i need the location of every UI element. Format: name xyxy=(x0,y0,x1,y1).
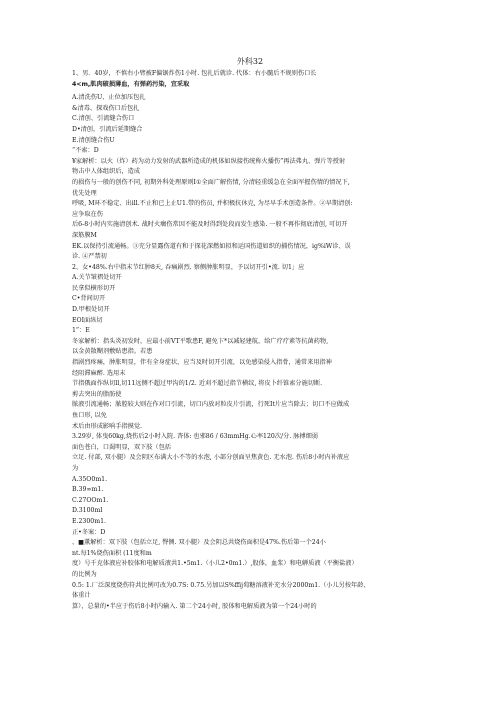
text-line: EK.以保持引流通畅。③充分显露伤道有和于探花深燃如拟和运国伤道如织的捕伤情况，ig%iW诊、误 xyxy=(72,242,351,250)
text-line: 优先处理 xyxy=(72,189,97,197)
text-line: ¥家解析：以火（炸）药为动力发射的武器所造成的机体如纵接伤统称火播伤”再法弗丸、弹片等授射 xyxy=(72,157,346,165)
text-line: 指剧烈疼痛，肿胀明显，伴有全身症状，应当及时切开引流，以免感染侵入指骨，通常来用指神 xyxy=(72,359,332,367)
text-line: 度）号千克体液应补胶体和电解质液共1.•5m1.（小儿2•0m1.）,股体，血浆）和电觯质液（平衡盐液） xyxy=(72,560,358,568)
text-line: 的比例为 xyxy=(72,570,97,578)
text-line: 物击中人体组织后，造成 xyxy=(72,168,141,176)
text-line: nt.每1%烧伤面积 (11度和m xyxy=(72,549,152,557)
text-line: D.甲根处切开 xyxy=(72,306,110,314)
text-line: 2、女•48%.右中指末节红肿8天, 吞痛剧烈. 察侧肿胀明显，予以切开引•流. 切1」应 xyxy=(72,263,305,271)
text-line: 深筋膜M xyxy=(72,231,97,239)
text-line: A.关节皱褶处切开 xyxy=(72,274,122,282)
text-line: 鱼口形, 以免 xyxy=(72,412,107,419)
text-line: &清毒、探戏伤口后包扎 xyxy=(72,104,140,112)
text-line: 诊. ④严禁初 xyxy=(72,253,107,261)
text-line: D.3100ml xyxy=(72,507,103,515)
text-line: 3.29岁, 体曳60kg,烧伤后2小时入院. 杳体: 也邪86 / 63mmHg.心率120次/分. 脉搏细弱 xyxy=(72,433,318,441)
text-line: 呼吸, M环不稳定、出ill.不止和已上止U1.带的伤员, 并积极抗休克, 为尽早手术创造条件。②早期清创: xyxy=(72,200,353,208)
text-line: 体重计 xyxy=(72,592,91,600)
text-line: 民拿似横形切开 xyxy=(72,284,116,292)
text-line: B.39∞m1. xyxy=(72,486,104,494)
text-line: C.清创、引流缝合伤口 xyxy=(72,115,135,123)
text-line: C•背间切开 xyxy=(72,295,106,303)
text-line: EOI面纵切 xyxy=(72,316,103,324)
text-line: 的损伤与一般的创伤不同, 初期外科处理原则Ⅰ①全面广解伤情, 分清轻重缓急在全面军握伤情的情况下, xyxy=(72,178,350,186)
text-line: E.2300m1. xyxy=(72,517,107,525)
text-line: 、■薰解析：双下肢（包括立足, 臀侧. 双小腿）及会阴总共烧伤面积是47%.伤后第一个24小 xyxy=(72,539,326,547)
text-line: 后6-8小时内实施清创术. 战时火瘸伤常因不能及时得到处段而发生感染. 一般不再作彻底清创, 可切开 xyxy=(72,221,348,229)
text-line: A.清洗伤U、止位加压包扎 xyxy=(72,94,146,102)
text-line: 以金黄散糊剂敷贴患指。若患 xyxy=(72,348,153,356)
document-body xyxy=(72,69,432,612)
text-line: 立足. 付部, 双小腿）及会阴区布满大小不等的水泡, 小部分创面呈焦黄色. 无水泡. 伤后8小时内补液应 xyxy=(72,454,350,462)
text-line: “不索：D xyxy=(72,147,99,155)
text-line: 1、男．40岁，不慎右小臂被F偏锯炸伤1小时. 包扎后就诊. 代体：右小髓后不规则伤口长 xyxy=(72,70,317,77)
text-line: 节指俄面作纵切ll,切11远侧不超过甲沟的1/2. 近刈不超过指节横纹, 将皮卜纤锥索分施切断. xyxy=(72,380,323,388)
text-line: D•清创，引流后延期缝合 xyxy=(72,125,143,133)
text-line: 正•冬案：D xyxy=(72,528,106,536)
text-line: E.清创缝合伤U xyxy=(72,136,115,144)
text-line: A.35O0m1. xyxy=(72,475,108,483)
text-line: 为 xyxy=(72,464,79,472)
text-line: 算），总量的•半应于伤后8小时内输入. 第二个24小时, 胶体和电解质液为第一个24小时的 xyxy=(72,602,317,610)
text-line: 1”：E xyxy=(72,327,90,335)
text-line: 经阻滞麻醉. 选用末 xyxy=(72,369,126,377)
text-line: 剪去突出的脂肪使 xyxy=(72,390,122,398)
text-line: 冬家解析：指头炎初发时，应最小前VT平歌患F, 避免卞*以减轻建航，给广疗疗素等抗菌药物, xyxy=(72,337,329,345)
text-line: 0.5: 1.厂泛深度烧伤符共比例可改为0.7S: 0.75.另加以S%ffij萄糖溶液补充水分2000m1.（小儿另按年龄、 xyxy=(72,581,370,589)
text-line: 脓液引流通畅；脓腔较大则在作对口引流，切口内放对粒皮片引流，行死It片应当除去；切口不应做成 xyxy=(72,401,350,409)
text-line: 面色苍白，口渴明显，双下肢（包括 xyxy=(72,443,171,451)
text-line: 4<m,肌肉破损薄血，有弹药污染，宜采取 xyxy=(72,80,190,88)
text-line: 术后由形成影响手指摸觉. xyxy=(72,422,143,430)
text-line: 应争取在伤 xyxy=(72,210,103,218)
page-title: 外科32 xyxy=(236,57,264,66)
text-line: C.27OOm1. xyxy=(72,496,109,504)
